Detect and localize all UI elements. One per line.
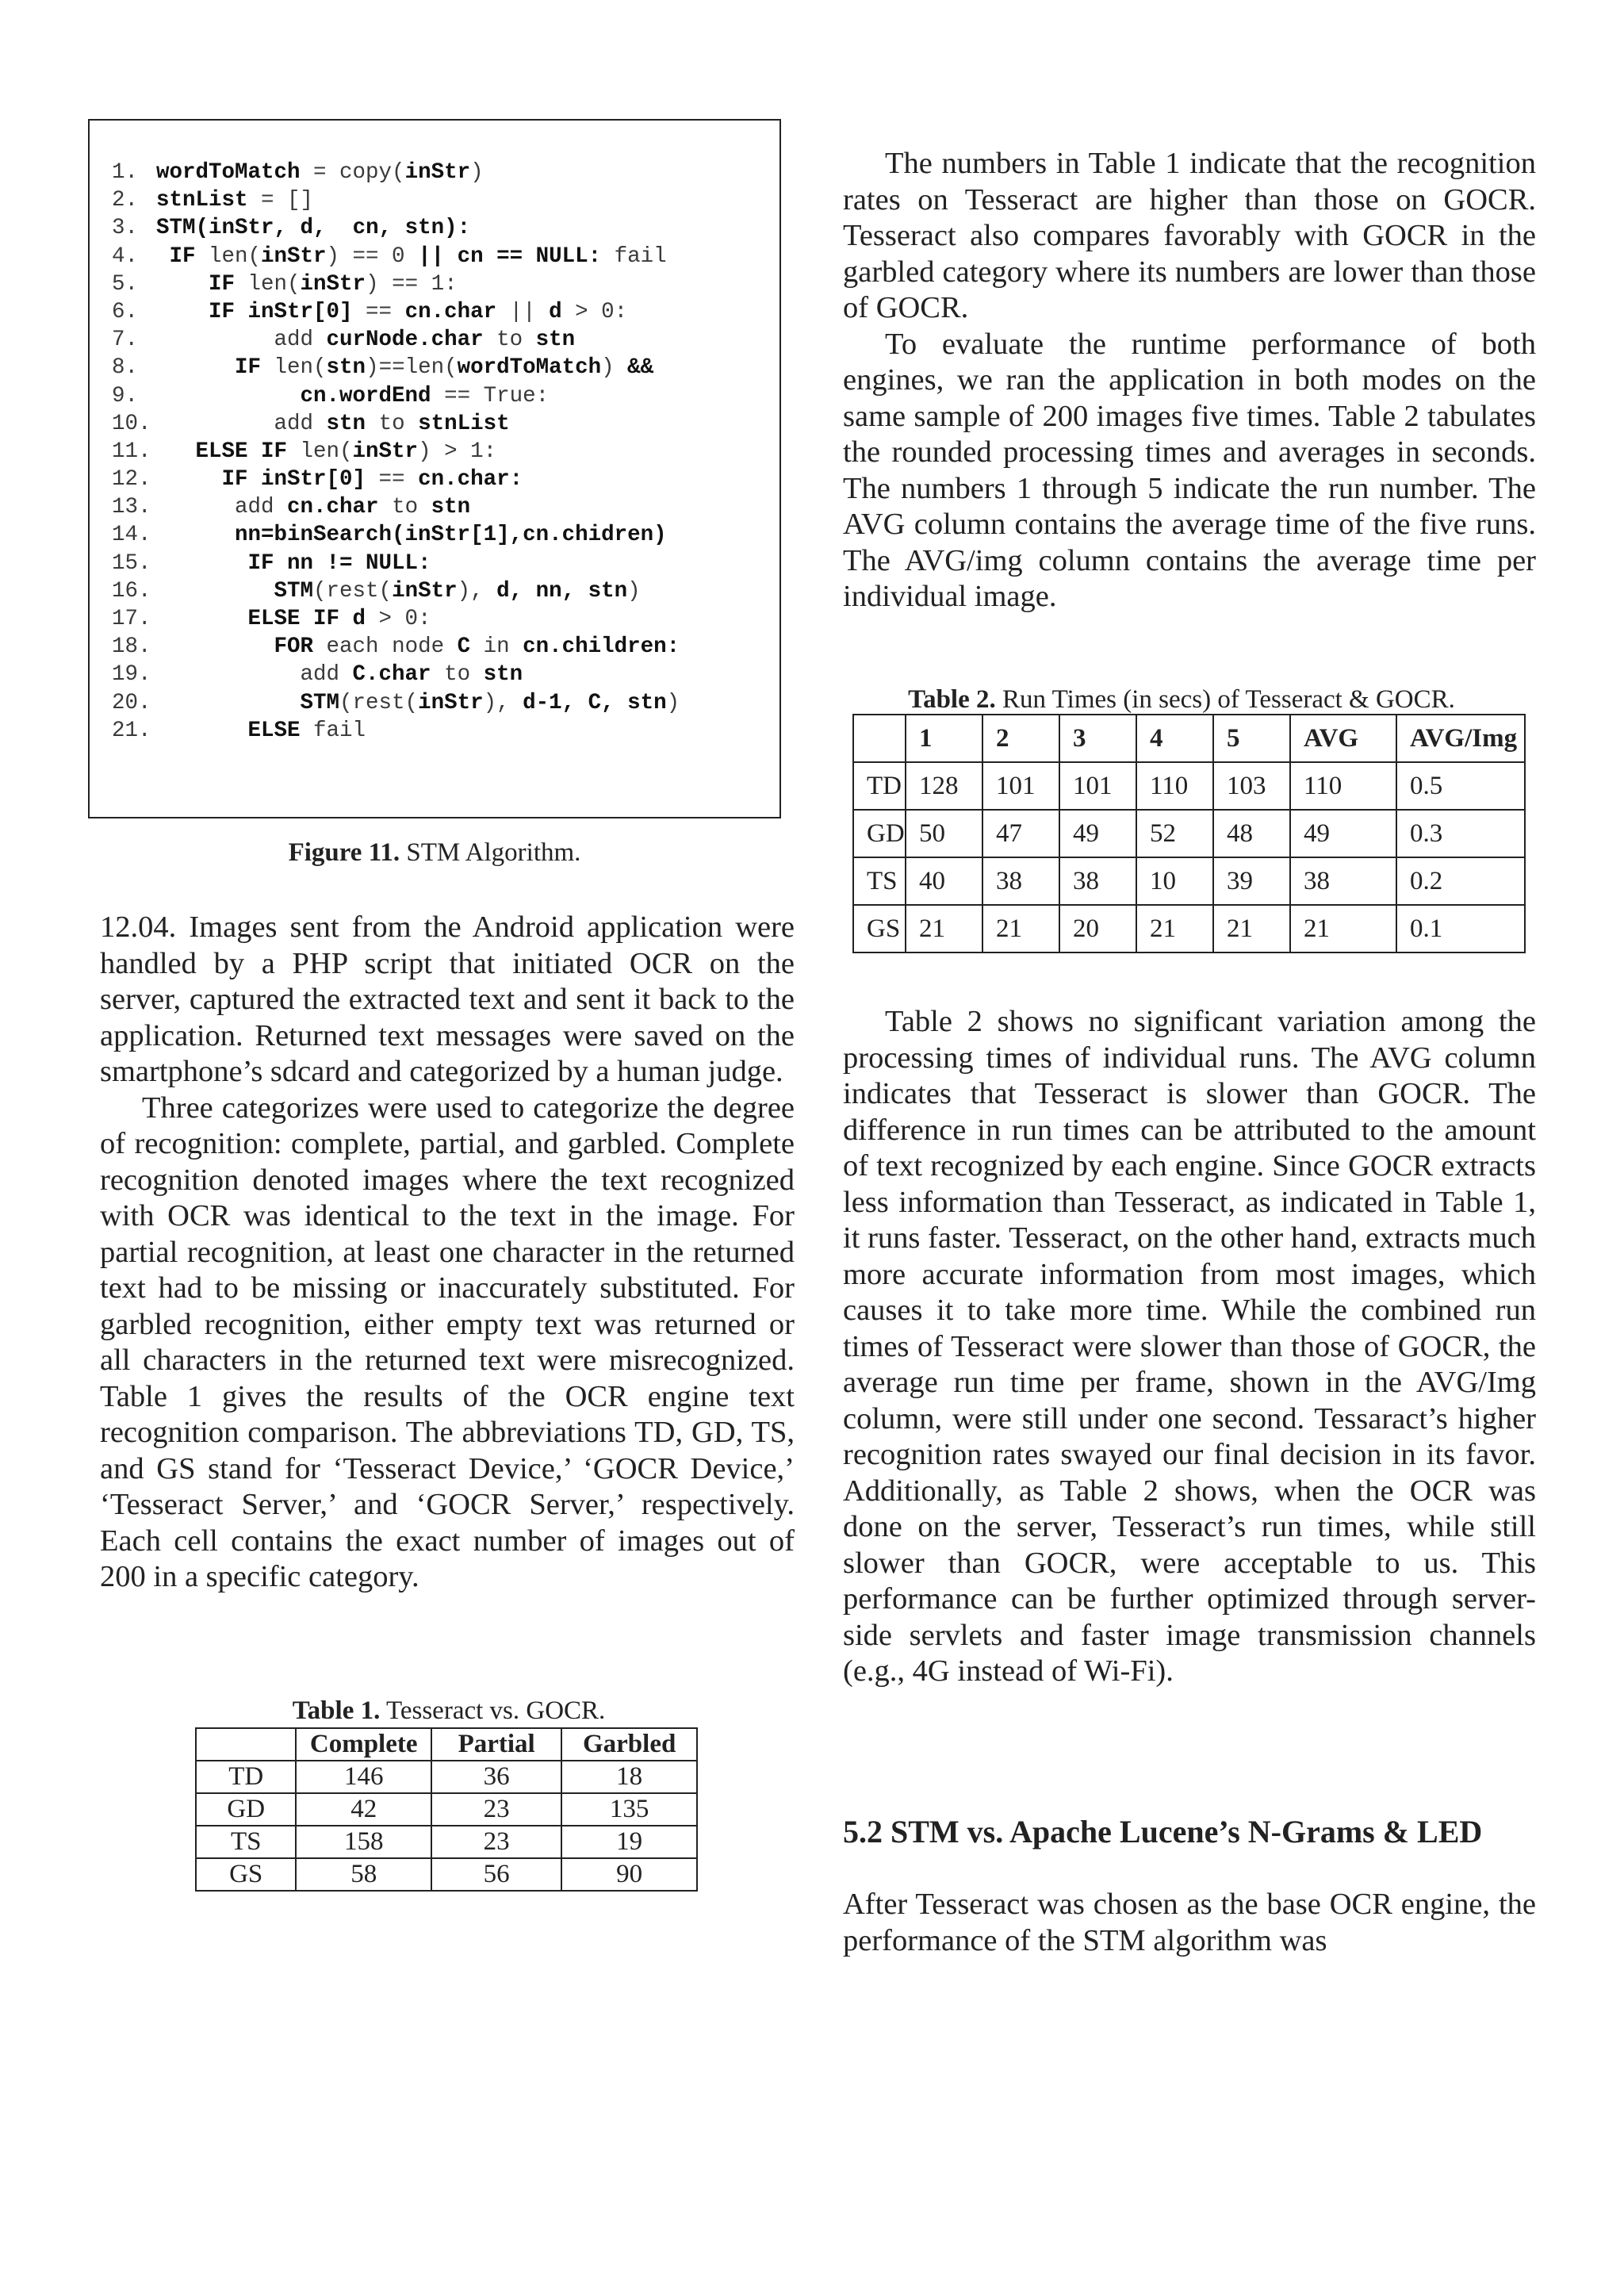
code-token-bold: STM(inStr, d, (156, 216, 327, 241)
line-number: 13. (112, 495, 151, 520)
code-line (112, 661, 680, 688)
table2-cell: 10 (1136, 857, 1213, 905)
code-token-bold: stnList (418, 411, 510, 436)
code-token-bold: && (627, 355, 654, 381)
code-token-bold: inStr (300, 271, 366, 297)
line-number: 15. (112, 550, 151, 576)
code-line (112, 410, 680, 438)
table1-cell: GD (196, 1793, 296, 1826)
table2-cell: 101 (982, 762, 1059, 810)
table1-caption (195, 1696, 703, 1726)
left-paragraph-2: Three categorizes were used to categorize the degree of recognition: complete, partial, and garbled. Complete recognition denoted images where the text recognized with OCR was identical to the text in the image. For partial recognition, at least one character in the returned text had to be missing or inaccurately substituted. For garbled recognition, either empty text was returned or all characters in the returned text were misrecognized. Table 1 gives the results of the OCR engine text recognition comparison. The abbreviations TD, GD, TS, and GS stand for ‘Tesseract Device,’ ‘GOCR Device,’ ‘Tesseract Server,’ and ‘GOCR Server,’ respectively. Each cell contains the exact number of images out of 200 in a specific category. (100, 1091, 795, 1593)
table2-cell: 49 (1290, 810, 1396, 857)
code-token: == True: (431, 383, 550, 408)
code-token-bold: ELSE IF d (156, 607, 366, 631)
code-line (112, 550, 680, 577)
code-token: == (352, 299, 405, 324)
table1-cell: TD (196, 1761, 296, 1793)
table2-cell: 0.5 (1396, 762, 1525, 810)
table1-cell: 58 (296, 1858, 431, 1891)
code-token-bold: C.char (352, 662, 431, 688)
code-token: == (366, 467, 419, 493)
line-number: 6. (112, 299, 139, 324)
code-token-bold: d-1, C, stn (523, 690, 667, 715)
code-token-bold: cn.wordEnd (156, 383, 431, 408)
code-token: ) > 1: (418, 439, 497, 464)
line-number: 17. (112, 607, 151, 631)
code-token: add (156, 495, 288, 520)
table2-cell: 110 (1290, 762, 1396, 810)
code-token-bold: stn (535, 328, 576, 353)
table2-cell: 21 (1290, 905, 1396, 953)
left-paragraph-1: 12.04. Images sent from the Android application were handled by a PHP script that initiated OCR on the server, captured the extracted text and sent it back to the application. Returned text messages were saved on the smartphone’s sdcard and categorized by a human judge. (100, 910, 795, 1088)
line-number: 9. (112, 383, 139, 408)
table2-cell: 21 (982, 905, 1059, 953)
line-number: 21. (112, 718, 151, 743)
code-line (112, 298, 680, 326)
table1-header-cell: Complete (296, 1728, 431, 1761)
table2-caption (852, 685, 1511, 715)
code-token: len( (235, 271, 301, 297)
table-row (196, 1826, 697, 1858)
table2-cell: TS (853, 857, 906, 905)
right-paragraph-3: Table 2 shows no significant variation among the processing times of individual runs. The AVG column indicates that Tesseract is slower than GOCR. The difference in run times can be attributed to the amount of text recognized by each engine. Since GOCR extracts less information than Tesseract, as indicated in Table 1, it runs faster. Tesseract, on the other hand, extracts much more accurate information from most images, which causes it to take more time. While the combined run times of Tesseract were slower than those of GOCR, the average run time per frame, shown in the AVG/Img column, were still under one second. Tessaract’s higher recognition rates swayed our final decision in its favor. Additionally, as Table 2 shows, when the OCR was done on the server, Tesseract’s run times, while still slower than GOCR, were acceptable to us. This performance can be further optimized through server-side servlets and faster image transmission channels (e.g., 4G instead of Wi-Fi). (843, 1005, 1536, 1688)
table2-cell: 21 (1136, 905, 1213, 953)
table1-header-cell: Garbled (561, 1728, 697, 1761)
algorithm-figure (88, 119, 781, 818)
code-line (112, 270, 680, 298)
code-token-bold: stnList (156, 188, 248, 213)
table1-cell: 23 (431, 1793, 561, 1826)
table1-caption-text: Tesseract vs. GOCR. (380, 1696, 606, 1725)
table2-caption-label: Table 2. (908, 685, 996, 714)
table2-cell: 38 (1059, 857, 1136, 905)
line-number: 4. (112, 243, 139, 269)
code-token-bold: stn (326, 411, 366, 436)
table-row (853, 905, 1525, 953)
table2-cell: 48 (1213, 810, 1290, 857)
code-token: = copy( (300, 160, 405, 185)
code-token-bold: C (457, 634, 471, 660)
table1 (195, 1727, 698, 1892)
code-token: to (366, 411, 419, 436)
code-line (112, 493, 680, 521)
line-number: 12. (112, 467, 151, 493)
table2-cell: 49 (1059, 810, 1136, 857)
table-row (196, 1793, 697, 1826)
code-token-bold: wordToMatch (457, 355, 602, 381)
code-line (112, 382, 680, 410)
code-token-bold: IF (156, 355, 262, 381)
code-line (112, 466, 680, 493)
code-line (112, 326, 680, 354)
code-token: len( (195, 243, 262, 269)
code-line (112, 521, 680, 549)
table1-header-row (196, 1728, 697, 1761)
code-token-bold: IF (156, 243, 196, 269)
code-token-bold: inStr (261, 243, 327, 269)
line-number: 2. (112, 188, 139, 213)
code-token: ) (601, 355, 628, 381)
code-token-bold: cn.char (287, 495, 379, 520)
code-line (112, 438, 680, 466)
code-token-bold: nn=binSearch(inStr[1],cn.chidren) (156, 523, 667, 548)
table1-cell: 19 (561, 1826, 697, 1858)
table1-cell: GS (196, 1858, 296, 1891)
table1-cell: 146 (296, 1761, 431, 1793)
code-token-bold: FOR (156, 634, 314, 660)
table2-cell: 40 (906, 857, 982, 905)
line-number: 10. (112, 411, 151, 436)
code-token-bold: d, nn, stn (496, 578, 628, 604)
code-token-bold: inStr (418, 690, 484, 715)
code-token-bold: inStr (392, 578, 458, 604)
table2-cell: 20 (1059, 905, 1136, 953)
table1-cell: 42 (296, 1793, 431, 1826)
table1-cell: 158 (296, 1826, 431, 1858)
figure-caption (88, 838, 781, 868)
table-row (196, 1761, 697, 1793)
code-token: ), (483, 690, 523, 715)
code-token: ) (470, 160, 484, 185)
figure-caption-text: STM Algorithm. (400, 838, 581, 867)
code-token-bold: stn (483, 662, 523, 688)
code-token-bold: ELSE (156, 718, 301, 743)
line-number: 5. (112, 271, 139, 297)
table2-cell: GD (853, 810, 906, 857)
table2-cell: 0.3 (1396, 810, 1525, 857)
table2-cell: 110 (1136, 762, 1213, 810)
table1-cell: 90 (561, 1858, 697, 1891)
code-token: ) (627, 578, 641, 604)
code-token: add (156, 328, 327, 353)
table-row (853, 810, 1525, 857)
table2-caption-text: Run Times (in secs) of Tesseract & GOCR. (995, 685, 1455, 714)
table1-header-cell (196, 1728, 296, 1761)
code-line (112, 214, 680, 242)
table2-header-cell: AVG (1290, 715, 1396, 762)
code-token-bold: cn.char (404, 299, 497, 324)
code-listing (112, 159, 680, 745)
code-line (112, 577, 680, 605)
line-number: 20. (112, 690, 151, 715)
code-token-bold: stn (326, 355, 366, 381)
line-number: 3. (112, 216, 139, 241)
table2-cell: 38 (982, 857, 1059, 905)
code-token-bold: ELSE IF (156, 439, 288, 464)
table2-cell: 47 (982, 810, 1059, 857)
code-line (112, 605, 680, 633)
table2-cell: GS (853, 905, 906, 953)
code-line (112, 354, 680, 381)
code-token: (rest( (339, 690, 419, 715)
table1-cell: 36 (431, 1761, 561, 1793)
table1-cell: 56 (431, 1858, 561, 1891)
code-token-bold: wordToMatch (156, 160, 301, 185)
table2-header-cell: 4 (1136, 715, 1213, 762)
code-token-bold: STM (156, 578, 314, 604)
code-token-bold: IF inStr[0] (156, 467, 366, 493)
table2 (852, 714, 1526, 953)
code-token-bold: inStr (352, 439, 419, 464)
table1-cell: 18 (561, 1761, 697, 1793)
code-token: )==len( (366, 355, 458, 381)
code-token: > 0: (561, 299, 628, 324)
code-token: add (156, 411, 327, 436)
table2-cell: 128 (906, 762, 982, 810)
table2-cell: TD (853, 762, 906, 810)
table2-cell: 52 (1136, 810, 1213, 857)
code-token-bold: inStr (404, 160, 471, 185)
table2-cell: 0.2 (1396, 857, 1525, 905)
code-token-bold: curNode.char (326, 328, 484, 353)
code-token (327, 216, 353, 240)
table2-cell: 0.1 (1396, 905, 1525, 953)
code-line (112, 159, 680, 186)
table2-cell: 39 (1213, 857, 1290, 905)
code-token: add (156, 662, 353, 688)
table2-header-cell (853, 715, 906, 762)
code-token: = [] (247, 188, 314, 213)
code-token: to (431, 662, 484, 688)
line-number: 14. (112, 523, 151, 548)
table1-caption-label: Table 1. (292, 1696, 381, 1725)
line-number: 11. (112, 439, 151, 464)
code-token: in (470, 634, 523, 660)
line-number: 7. (112, 328, 139, 353)
code-token: each node (313, 634, 458, 660)
code-token: ) (666, 690, 680, 715)
table1-header-cell: Partial (431, 1728, 561, 1761)
code-token-bold: IF (156, 271, 236, 297)
table2-cell: 21 (1213, 905, 1290, 953)
code-token-bold: cn.char: (418, 467, 523, 493)
line-number: 19. (112, 662, 151, 688)
line-number: 16. (112, 578, 151, 604)
code-token-bold: d (549, 299, 562, 324)
right-paragraph-2: To evaluate the runtime performance of both engines, we ran the application in both modes on the same sample of 200 images five times. Table 2 tabulates the rounded processing times and averages in seconds. The numbers 1 through 5 indicate the run number. The AVG column contains the average time of the five runs. The AVG/img column contains the average time per individual image. (843, 327, 1536, 613)
right-column-mid-text (843, 1004, 1536, 1690)
left-column-text (100, 910, 795, 1596)
code-token: fail (300, 718, 366, 743)
table1-cell: 23 (431, 1826, 561, 1858)
table2-header-cell: AVG/Img (1396, 715, 1525, 762)
code-token: to (378, 495, 431, 520)
table2-cell: 101 (1059, 762, 1136, 810)
figure-caption-label: Figure 11. (288, 838, 400, 867)
table2-header-cell: 1 (906, 715, 982, 762)
table1-cell: 135 (561, 1793, 697, 1826)
code-token: len( (261, 355, 327, 381)
table2-cell: 21 (906, 905, 982, 953)
table2-cell: 50 (906, 810, 982, 857)
table2-header-cell: 2 (982, 715, 1059, 762)
code-line (112, 633, 680, 661)
code-token-bold: IF inStr[0] (156, 299, 353, 324)
table-row (853, 762, 1525, 810)
table2-cell: 103 (1213, 762, 1290, 810)
code-token: ) == 1: (366, 271, 458, 297)
table1-cell: TS (196, 1826, 296, 1858)
line-number: 18. (112, 634, 151, 660)
code-line (112, 243, 680, 270)
code-token-bold: || cn == NULL: (418, 243, 602, 269)
table-row (853, 857, 1525, 905)
code-line (112, 717, 680, 745)
right-paragraph-1: The numbers in Table 1 indicate that the recognition rates on Tesseract are higher than those on GOCR. Tesseract also compares favorably with GOCR in the garbled category where its numbers are lower than those of GOCR. (843, 147, 1536, 324)
section-heading: 5.2 STM vs. Apache Lucene’s N-Grams & LED (843, 1814, 1483, 1849)
table2-cell: 38 (1290, 857, 1396, 905)
code-token-bold: cn, stn): (352, 216, 471, 241)
right-paragraph-4: After Tesseract was chosen as the base OCR engine, the performance of the STM algorithm was (843, 1888, 1536, 1957)
code-token: (rest( (313, 578, 393, 604)
code-token-bold: cn.children: (523, 634, 680, 660)
right-column-top-text (843, 146, 1536, 615)
code-token: > 0: (366, 607, 431, 631)
code-line (112, 689, 680, 717)
table2-header-cell: 5 (1213, 715, 1290, 762)
code-token: to (483, 328, 536, 353)
table-row (196, 1858, 697, 1891)
code-token: len( (287, 439, 353, 464)
table2-header-row (853, 715, 1525, 762)
line-number: 1. (112, 160, 139, 185)
code-token-bold: stn (431, 495, 471, 520)
code-token-bold: IF nn != NULL: (156, 550, 431, 576)
code-token: ) == 0 (326, 243, 419, 269)
code-token: || (496, 299, 550, 324)
right-column-bottom-text (843, 1887, 1536, 1959)
code-token-bold: STM (156, 690, 340, 715)
line-number: 8. (112, 355, 139, 381)
code-token: ), (457, 578, 497, 604)
table2-header-cell: 3 (1059, 715, 1136, 762)
code-line (112, 186, 680, 214)
code-token: fail (601, 243, 667, 269)
